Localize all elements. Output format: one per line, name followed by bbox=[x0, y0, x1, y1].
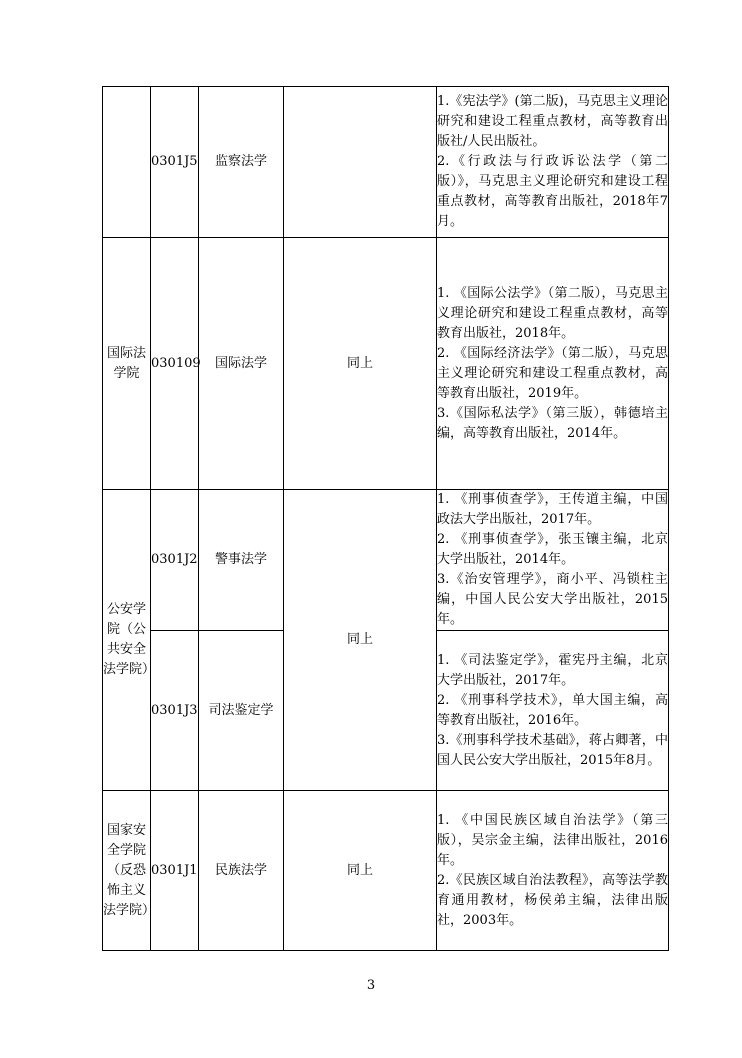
requirement-cell: 同上 bbox=[284, 490, 437, 791]
school-cell: 国际法学院 bbox=[103, 238, 151, 490]
book-item: 2. 《刑事科学技术》，单大国主编，高等教育出版社，2016年。 bbox=[437, 692, 668, 728]
course-code: 0301J5 bbox=[151, 87, 199, 238]
book-item: 3.《治安管理学》，商小平、冯锁柱主编，中国人民公安大学出版社，2015年。 bbox=[437, 572, 668, 627]
requirement-cell bbox=[284, 87, 437, 238]
requirement-cell: 同上 bbox=[284, 791, 437, 951]
course-name: 警事法学 bbox=[199, 490, 284, 631]
course-code: 0301J2 bbox=[151, 490, 199, 631]
book-item: 1. 《国际公法学》（第二版），马克思主义理论研究和建设工程重点教材，高等教育出版社，2018年。 bbox=[437, 285, 668, 341]
page-number: 3 bbox=[366, 978, 376, 993]
book-item: 3.《刑事科学技术基础》，蒋占卿著，中国人民公安大学出版社，2015年8月。 bbox=[437, 732, 668, 768]
book-item: 2. 《刑事侦查学》，张玉镶主编，北京大学出版社，2014年。 bbox=[437, 532, 668, 567]
reference-books bbox=[437, 631, 669, 791]
table-row bbox=[103, 791, 669, 951]
course-code: 0301J3 bbox=[151, 631, 199, 791]
reference-books bbox=[437, 87, 669, 238]
reference-books bbox=[437, 791, 669, 951]
book-item: 1. 《司法鉴定学》，霍宪丹主编，北京大学出版社，2017年。 bbox=[437, 652, 668, 688]
school-cell: 公安学院（公共安全法学院） bbox=[103, 490, 151, 791]
book-item: 2.《行政法与行政诉讼法学（第二版）》，马克思主义理论研究和建设工程重点教材，高等教育出版社，2018年7月。 bbox=[437, 154, 668, 229]
book-item: 2. 《国际经济法学》（第二版），马克思主义理论研究和建设工程重点教材，高等教育出版社，2019年。 bbox=[437, 345, 668, 401]
book-item: 3.《国际私法学》（第三版），韩德培主编，高等教育出版社，2014年。 bbox=[437, 405, 668, 441]
course-code: 030109 bbox=[151, 238, 199, 490]
course-name: 司法鉴定学 bbox=[199, 631, 284, 791]
course-name: 监察法学 bbox=[199, 87, 284, 238]
requirement-cell: 同上 bbox=[284, 238, 437, 490]
table-row bbox=[103, 490, 669, 631]
book-item: 1. 《刑事侦查学》，王传道主编，中国政法大学出版社，2017年。 bbox=[437, 492, 668, 527]
course-name: 国际法学 bbox=[199, 238, 284, 490]
book-item: 2.《民族区域自治法教程》，高等法学教育通用教材，杨侯弟主编，法律出版社，2003年。 bbox=[437, 872, 668, 928]
book-item: 1. 《中国民族区域自治法学》（第三版），吴宗金主编，法律出版社，2016年。 bbox=[437, 812, 668, 868]
book-item: 1.《宪法学》(第二版)，马克思主义理论研究和建设工程重点教材，高等教育出版社/人民出版社。 bbox=[437, 94, 668, 149]
school-cell: 国家安全学院（反恐怖主义法学院） bbox=[103, 791, 151, 951]
course-name: 民族法学 bbox=[199, 791, 284, 951]
course-code: 0301J1 bbox=[151, 791, 199, 951]
reference-books bbox=[437, 238, 669, 490]
table-row bbox=[103, 238, 669, 490]
reference-books bbox=[437, 490, 669, 631]
school-cell bbox=[103, 87, 151, 238]
table-row bbox=[103, 87, 669, 238]
course-table bbox=[102, 86, 669, 951]
